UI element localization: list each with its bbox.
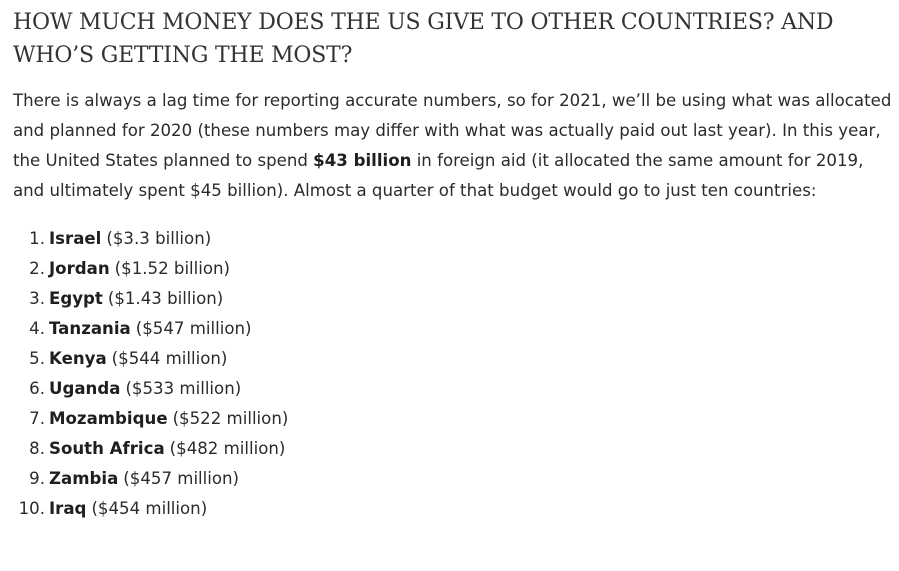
list-number: 8.: [29, 439, 45, 458]
country-name: Jordan: [49, 259, 110, 278]
aid-amount: ($544 million): [111, 349, 228, 368]
country-list: [13, 224, 893, 524]
list-item: [13, 494, 893, 524]
list-number: 10.: [18, 499, 45, 518]
list-number: 2.: [29, 259, 45, 278]
aid-amount: ($522 million): [172, 409, 289, 428]
list-number: 6.: [29, 379, 45, 398]
aid-amount: ($457 million): [123, 469, 240, 488]
aid-amount: ($3.3 billion): [106, 229, 212, 248]
list-number: 4.: [29, 319, 45, 338]
list-item: [13, 434, 893, 464]
heading-line-1: HOW MUCH MONEY DOES THE US GIVE TO OTHER COUNTRIES? AND: [13, 10, 834, 35]
list-number: 7.: [29, 409, 45, 428]
aid-amount: ($1.43 billion): [107, 289, 224, 308]
list-item: [13, 344, 893, 374]
list-item: [13, 464, 893, 494]
list-number: 5.: [29, 349, 45, 368]
list-item: [13, 314, 893, 344]
aid-amount: ($454 million): [91, 499, 208, 518]
article-heading: [13, 6, 893, 72]
intro-paragraph: [13, 86, 893, 206]
country-name: Kenya: [49, 349, 107, 368]
list-item: [13, 224, 893, 254]
country-name: Mozambique: [49, 409, 168, 428]
country-name: Egypt: [49, 289, 103, 308]
list-number: 3.: [29, 289, 45, 308]
intro-bold-amount: $43 billion: [313, 151, 412, 170]
list-item: [13, 404, 893, 434]
list-number: 1.: [29, 229, 45, 248]
country-name: Tanzania: [49, 319, 131, 338]
intro-text-part-2: in foreign aid (it allocated the same amount for 2019, and ultimately spent $45 billion). Almost a quarter of that budget would go to just ten countries:: [13, 151, 864, 200]
aid-amount: ($1.52 billion): [114, 259, 231, 278]
aid-amount: ($547 million): [135, 319, 252, 338]
country-name: Israel: [49, 229, 102, 248]
country-name: Iraq: [49, 499, 87, 518]
list-number: 9.: [29, 469, 45, 488]
intro-text-part-1: There is always a lag time for reporting accurate numbers, so for 2021, we’ll be using what was allocated and planned for 2020 (these numbers may differ with what was actually paid out last year). In this year, the United States planned to spend: [13, 91, 892, 170]
aid-amount: ($482 million): [169, 439, 286, 458]
list-item: [13, 284, 893, 314]
list-item: [13, 254, 893, 284]
aid-amount: ($533 million): [125, 379, 242, 398]
heading-line-2: WHO’S GETTING THE MOST?: [13, 43, 353, 68]
article: [13, 6, 893, 524]
country-name: Zambia: [49, 469, 119, 488]
country-name: Uganda: [49, 379, 121, 398]
country-name: South Africa: [49, 439, 165, 458]
list-item: [13, 374, 893, 404]
